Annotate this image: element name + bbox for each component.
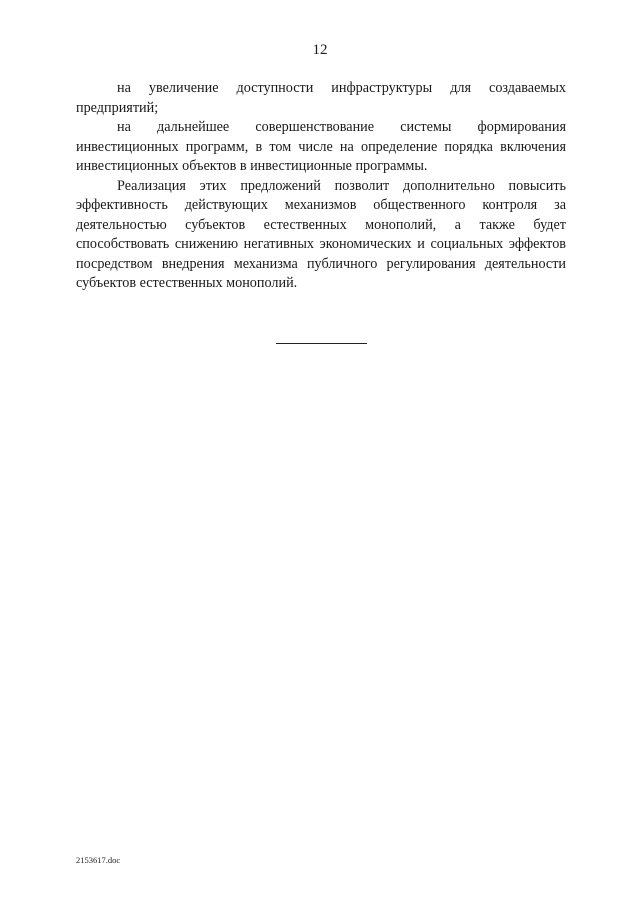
paragraph-infrastructure: на увеличение доступности инфраструктуры для создаваемых предприятий; — [76, 80, 566, 116]
paragraph-investment-programs: на дальнейшее совершенствование системы формирования инвестиционных программ, в том числе на определение порядка включения инвестиционных объектов в инвестиционные программы. — [76, 119, 566, 174]
end-of-text-rule — [276, 343, 367, 344]
paragraph-implementation: Реализация этих предложений позволит дополнительно повысить эффективность действующих механизмов общественного контроля за деятельностью субъектов естественных монополий, а также будет способствовать снижению негативных экономических и социальных эффектов посредством внедрения механизма публичного регулирования деятельности субъектов естественных монополий. — [76, 177, 566, 291]
body-text — [76, 79, 566, 294]
page-number: 12 — [312, 42, 328, 58]
footer-filename: 2153617.doc — [76, 855, 121, 865]
